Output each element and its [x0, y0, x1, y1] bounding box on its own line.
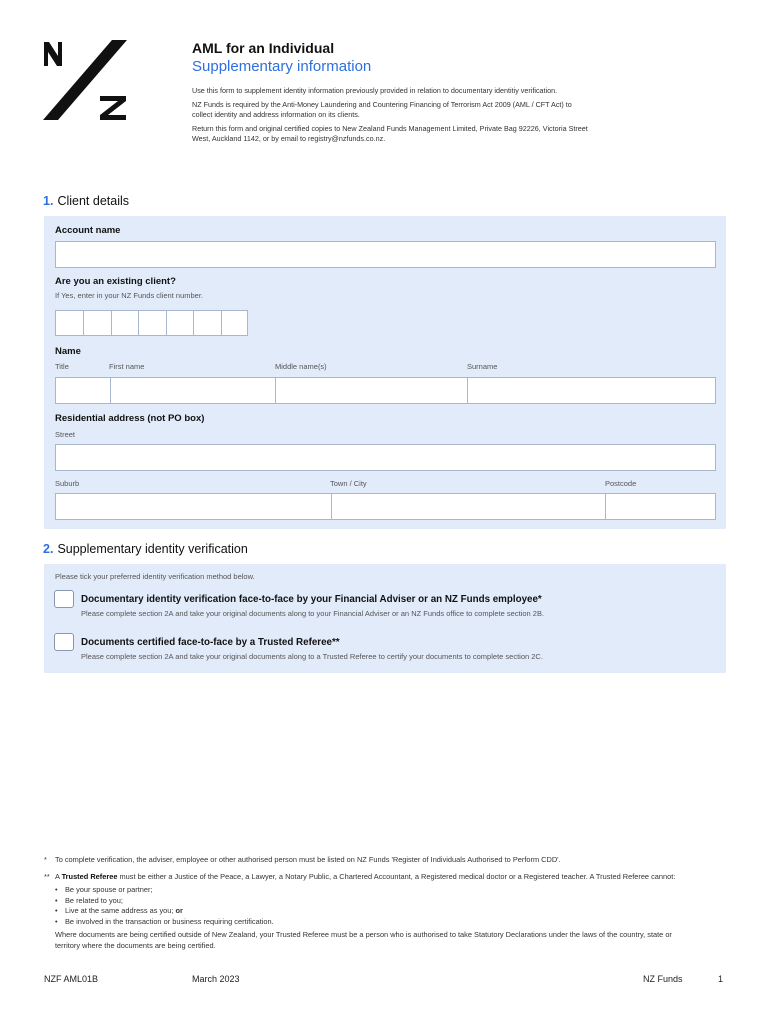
name-divider: [275, 378, 276, 403]
client-number-field[interactable]: [55, 310, 248, 336]
trusted-referee-checkbox[interactable]: [54, 633, 74, 651]
face-to-face-checkbox[interactable]: [54, 590, 74, 608]
list-item-text: Be related to you;: [65, 895, 123, 905]
existing-client-hint: If Yes, enter in your NZ Funds client number.: [55, 291, 203, 300]
verification-panel: [44, 564, 726, 673]
client-details-panel: [44, 216, 726, 529]
verification-intro: Please tick your preferred identity verification method below.: [55, 572, 255, 581]
trusted-referee-option-title: Documents certified face-to-face by a Trusted Referee**: [81, 637, 340, 648]
document-subtitle: Supplementary information: [192, 58, 372, 75]
section-number: 2.: [43, 542, 54, 556]
form-code: NZF AML01B: [44, 974, 99, 984]
document-title: AML for an Individual: [192, 40, 335, 56]
footnote-mark: **: [44, 871, 50, 881]
footnotes: [44, 855, 684, 951]
footer-company: NZ Funds: [643, 974, 683, 984]
name-label: Name: [55, 346, 81, 357]
section-2-heading: [43, 542, 248, 556]
footnote-prefix: A: [55, 871, 62, 881]
list-item-or: or: [175, 906, 183, 915]
trusted-referee-option-description: Please complete section 2A and take your original documents along to a Trusted Referee to certify your documents to complete section 2C.: [81, 652, 543, 661]
intro-text: [192, 86, 592, 145]
digit-divider: [221, 311, 222, 335]
name-field-row[interactable]: [55, 377, 716, 404]
address-divider: [605, 494, 606, 519]
existing-client-label: Are you an existing client?: [55, 276, 176, 287]
address-divider: [331, 494, 332, 519]
section-number: 1.: [43, 194, 54, 208]
footnote-1: [44, 855, 684, 866]
suburb-label: Suburb: [55, 479, 80, 488]
section-title: Client details: [57, 194, 130, 208]
name-divider: [467, 378, 468, 403]
face-to-face-option-description: Please complete section 2A and take your original documents along to your Financial Adviser or an NZ Funds office to complete section 2B.: [81, 609, 545, 618]
list-item: [55, 896, 684, 907]
suburb-town-postcode-row[interactable]: [55, 493, 716, 520]
page-number: 1: [718, 974, 724, 984]
postcode-label: Postcode: [605, 479, 637, 488]
list-item-text: Live at the same address as you;: [65, 906, 176, 915]
list-item: [55, 885, 684, 896]
list-item-text: Be involved in the transaction or business requiring certification.: [65, 916, 274, 926]
nz-logo-icon: [42, 40, 128, 122]
street-field[interactable]: [55, 444, 716, 471]
intro-paragraph: Return this form and original certified copies to New Zealand Funds Management Limited, Private Bag 92226, Victoria Street West, Auckland 1142, or by email to registry@nzfunds.co.nz.: [192, 123, 588, 143]
title-column-label: Title: [55, 362, 69, 371]
list-item: [55, 906, 684, 917]
surname-column-label: Surname: [467, 362, 498, 371]
trusted-referee-term: Trusted Referee: [61, 871, 118, 881]
intro-paragraph: Use this form to supplement identity information previously provided in relation to documentary identitiy verification.: [192, 86, 558, 95]
section-1-heading: [43, 194, 129, 208]
town-label: Town / City: [330, 479, 367, 488]
footnote-2: [44, 872, 684, 883]
list-item-text: Be your spouse or partner;: [65, 885, 153, 894]
list-item: [55, 917, 684, 928]
name-divider: [110, 378, 111, 403]
footnote-mark: *: [44, 855, 47, 864]
digit-divider: [138, 311, 139, 335]
digit-divider: [193, 311, 194, 335]
intro-paragraph: NZ Funds is required by the Anti-Money Laundering and Countering Financing of Terrorism Act 2009 (AML / CFT Act) to collect identity and address information on its clients.: [192, 99, 572, 119]
account-name-label: Account name: [55, 225, 121, 236]
footnote-text: To complete verification, the adviser, employee or other authorised person must be listed on NZ Funds 'Register of Individuals Authorised to Perform CDD'.: [55, 855, 561, 864]
account-name-field[interactable]: [55, 241, 716, 268]
digit-divider: [83, 311, 84, 335]
address-label: Residential address (not PO box): [55, 413, 205, 424]
first-name-column-label: First name: [109, 362, 145, 371]
footnote-rest: must be either a Justice of the Peace, a Lawyer, a Notary Public, a Chartered Accountant, a Registered medical doctor or a Registered teacher. A Trusted Referee cannot:: [117, 871, 676, 881]
section-title: Supplementary identity verification: [57, 542, 248, 556]
street-label: Street: [55, 430, 76, 439]
middle-name-column-label: Middle name(s): [275, 362, 327, 371]
digit-divider: [111, 311, 112, 335]
form-date: March 2023: [192, 974, 240, 984]
face-to-face-option-title: Documentary identity verification face-to-face by your Financial Adviser or an NZ Funds employee*: [81, 594, 542, 605]
document-header: [192, 40, 592, 148]
nz-funds-logo: [42, 40, 128, 122]
digit-divider: [166, 311, 167, 335]
referee-restrictions-list: [55, 885, 684, 927]
footnote-closing: Where documents are being certified outside of New Zealand, your Trusted Referee must be a person who is authorised to take Statutory Declarations under the laws of the country, state or territory where the documents are being certified.: [55, 930, 672, 950]
footnote-text: [55, 872, 675, 883]
